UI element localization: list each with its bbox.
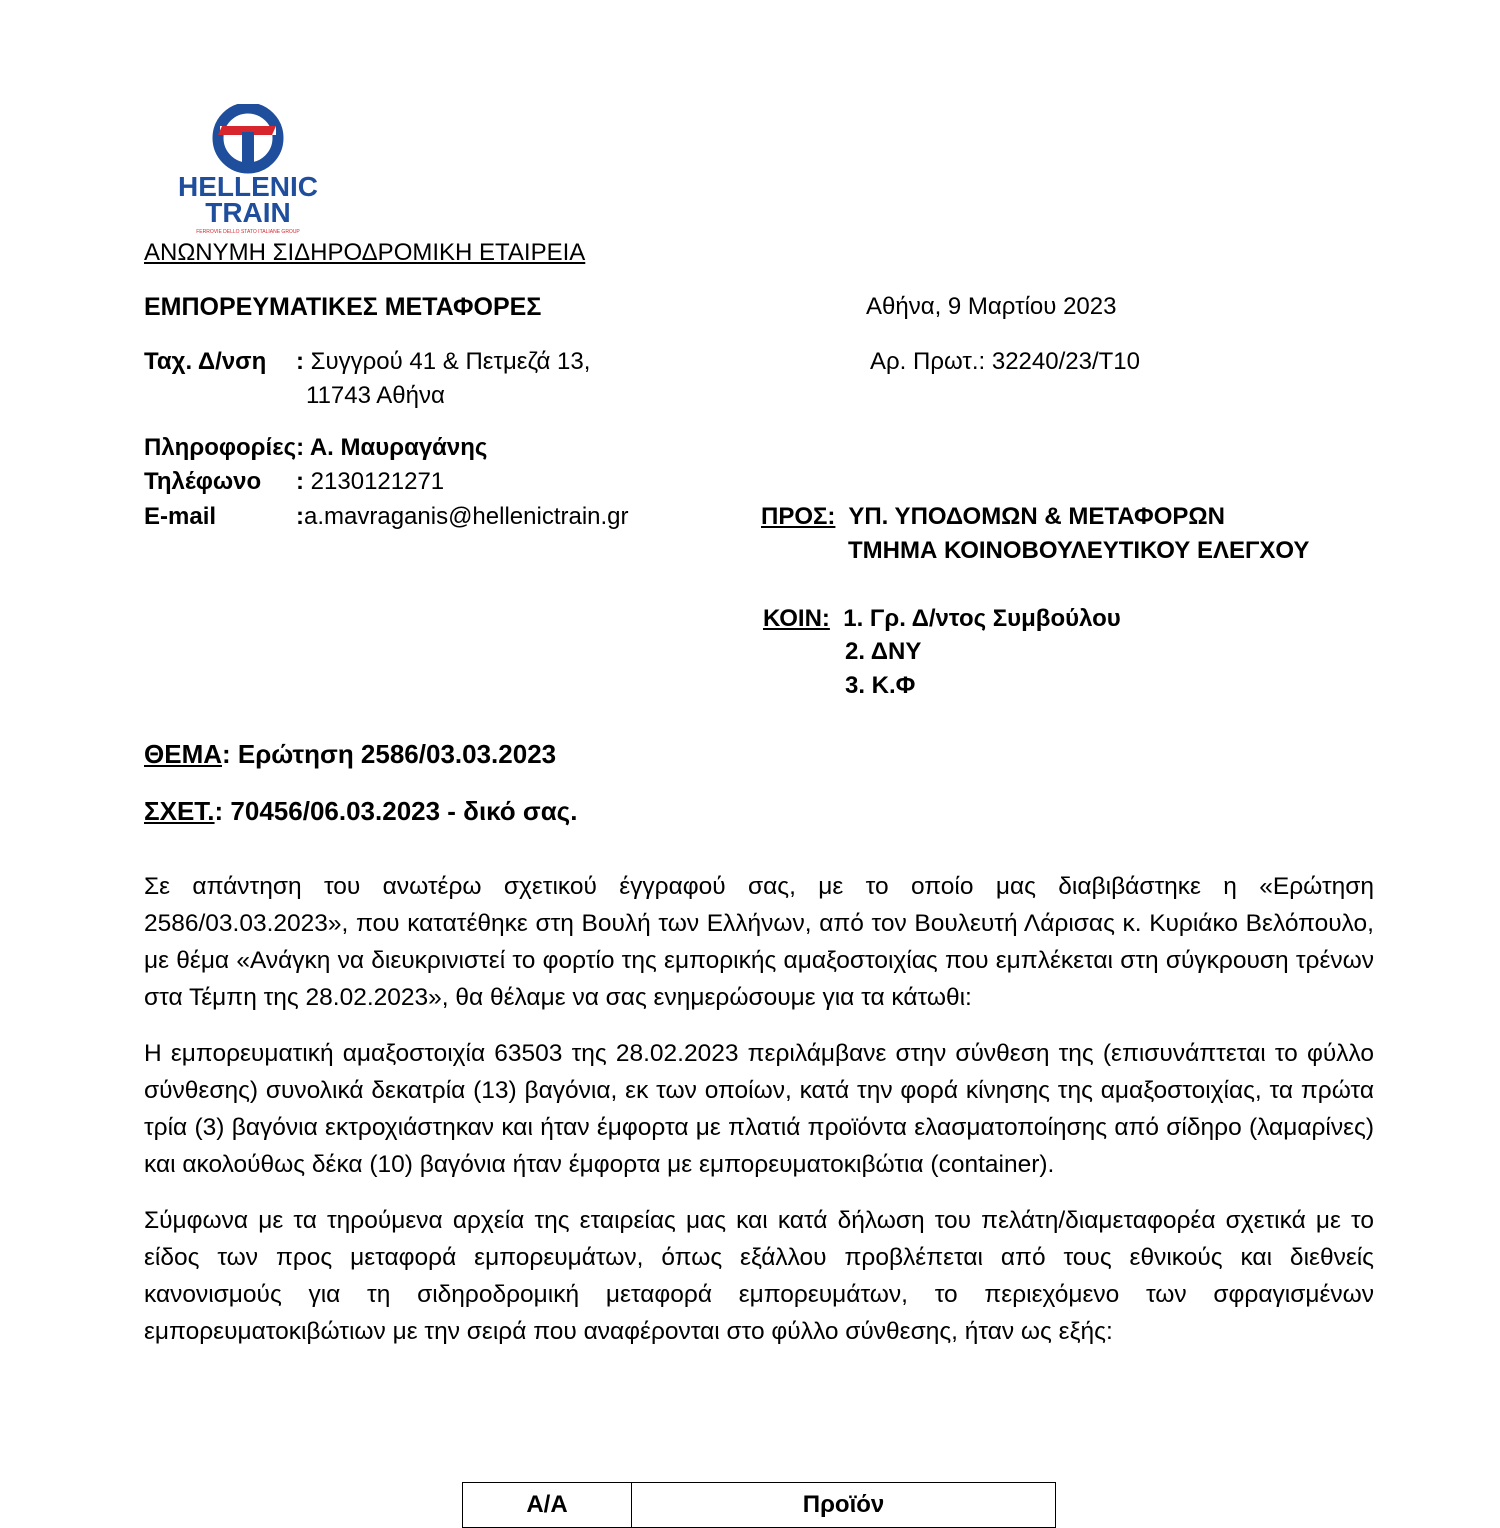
body-paragraph: Σε απάντηση του ανωτέρω σχετικού έγγραφού σας, με το οποίο μας διαβιβάστηκε η «Ερώτηση 2586/03.03.2023», που κατατέθηκε στη Βουλή των Ελλήνων, από τον Βουλευτή Λάρισας κ. Κυριάκο Βελόπουλο, με θέμα «Ανάγκη να διευκρινιστεί το φορτίο της εμπορικής αμαξοστοιχίας που εμπλέκεται στη σύγκρουση τρένων στα Τέμπη της 28.02.2023», θα θέλαμε να σας ενημερώσουμε για τα κάτωθι:: [144, 873, 1374, 1011]
phone-label: Τηλέφωνο: [144, 468, 262, 495]
cc-row: [763, 604, 1121, 634]
reference-line: [144, 796, 577, 826]
to-row: [761, 502, 1225, 532]
phone-number: 2130121271: [310, 468, 445, 495]
address-line1: Συγγρού 41 & Πετμεζά 13,: [310, 348, 591, 375]
svg-text:FERROVIE DELLO STATO ITALIANE: FERROVIE DELLO STATO ITALIANE GROUP: [196, 229, 300, 235]
phone-row: Τηλέφωνο : 2130121271: [144, 468, 445, 495]
subject-label: ΘΕΜΑ: [144, 739, 222, 769]
subject-line: [144, 739, 556, 769]
info-contact: Πληροφορίες: Α. Μαυραγάνης: [144, 434, 488, 461]
letter-body: [144, 868, 1374, 1369]
protocol-number: Αρ. Πρωτ.: 32240/23/Τ10: [870, 348, 1140, 375]
company-name: ΑΝΩΝΥΜΗ ΣΙΔΗΡΟΔΡΟΜΙΚΗ ΕΤΑΙΡΕΙΑ: [144, 239, 586, 266]
reference-text: : 70456/06.03.2023 - δικό σας.: [214, 796, 578, 826]
cc-item: 1. Γρ. Δ/ντος Συμβούλου: [843, 605, 1121, 632]
column-header-number: Α/Α: [463, 1483, 632, 1528]
column-header-product: Προϊόν: [632, 1483, 1056, 1528]
email-address[interactable]: a.mavraganis@hellenictrain.gr: [304, 503, 629, 530]
department-title: ΕΜΠΟΡΕΥΜΑΤΙΚΕΣ ΜΕΤΑΦΟΡΕΣ: [144, 293, 542, 321]
body-paragraph: Σύμφωνα με τα τηρούμενα αρχεία της εταιρείας μας και κατά δήλωση του πελάτη/διαμεταφορέα σχετικά με το είδος των προς μεταφορά εμπορευμάτων, όπως εξάλλου προβλέπεται από τους εθνικούς και διεθνείς κανονισμούς για τη σιδηροδρομική μεταφορά εμπορευμάτων, το περιεχόμενο των σφραγισμένων εμπορευματοκιβώτιων με την σειρά που αναφέρονται στο φύλλο σύνθεσης, ήταν ως εξής:: [144, 1207, 1374, 1345]
reference-label: ΣΧΕΤ.: [144, 796, 215, 826]
email-label: E-mail: [144, 503, 217, 530]
address-label: Ταχ. Δ/νση: [144, 348, 267, 375]
to-label: ΠΡΟΣ:: [761, 503, 836, 530]
svg-text:TRAIN: TRAIN: [205, 197, 291, 228]
to-line1: ΥΠ. ΥΠΟΔΟΜΩΝ & ΜΕΤΑΦΟΡΩΝ: [848, 503, 1225, 530]
cc-item: 3. Κ.Φ: [845, 672, 916, 699]
hellenic-train-logo: [158, 104, 338, 236]
address-row: Ταχ. Δ/νση : Συγγρού 41 & Πετμεζά 13,: [144, 348, 591, 375]
subject-text: : Ερώτηση 2586/03.03.2023: [222, 739, 557, 769]
products-table: [462, 1482, 1056, 1528]
letter-date: Αθήνα, 9 Μαρτίου 2023: [866, 293, 1117, 320]
cc-label: ΚΟΙΝ:: [763, 605, 830, 632]
to-line2: ΤΜΗΜΑ ΚΟΙΝΟΒΟΥΛΕΥΤΙΚΟΥ ΕΛΕΓΧΟΥ: [848, 537, 1310, 564]
cc-item: 2. ΔΝΥ: [845, 638, 922, 665]
body-paragraph: Η εμπορευματική αμαξοστοιχία 63503 της 28.02.2023 περιλάμβανε στην σύνθεση της (επισυνάπτεται το φύλλο σύνθεσης) συνολικά δεκατρία (13) βαγόνια, εκ των οποίων, κατά την φορά κίνησης της αμαξοστοιχίας, τα πρώτα τρία (3) βαγόνια εκτροχιάστηκαν και ήταν έμφορτα με πλατιά προϊόντα ελασματοποίησης από σίδηρο (λαμαρίνες) και ακολούθως δέκα (10) βαγόνια ήταν έμφορτα με εμπορευματοκιβώτια (container).: [144, 1040, 1374, 1178]
svg-text:HELLENIC: HELLENIC: [178, 171, 318, 202]
email-row: E-mail :a.mavraganis@hellenictrain.gr: [144, 503, 629, 530]
address-line2: 11743 Αθήνα: [306, 382, 445, 409]
